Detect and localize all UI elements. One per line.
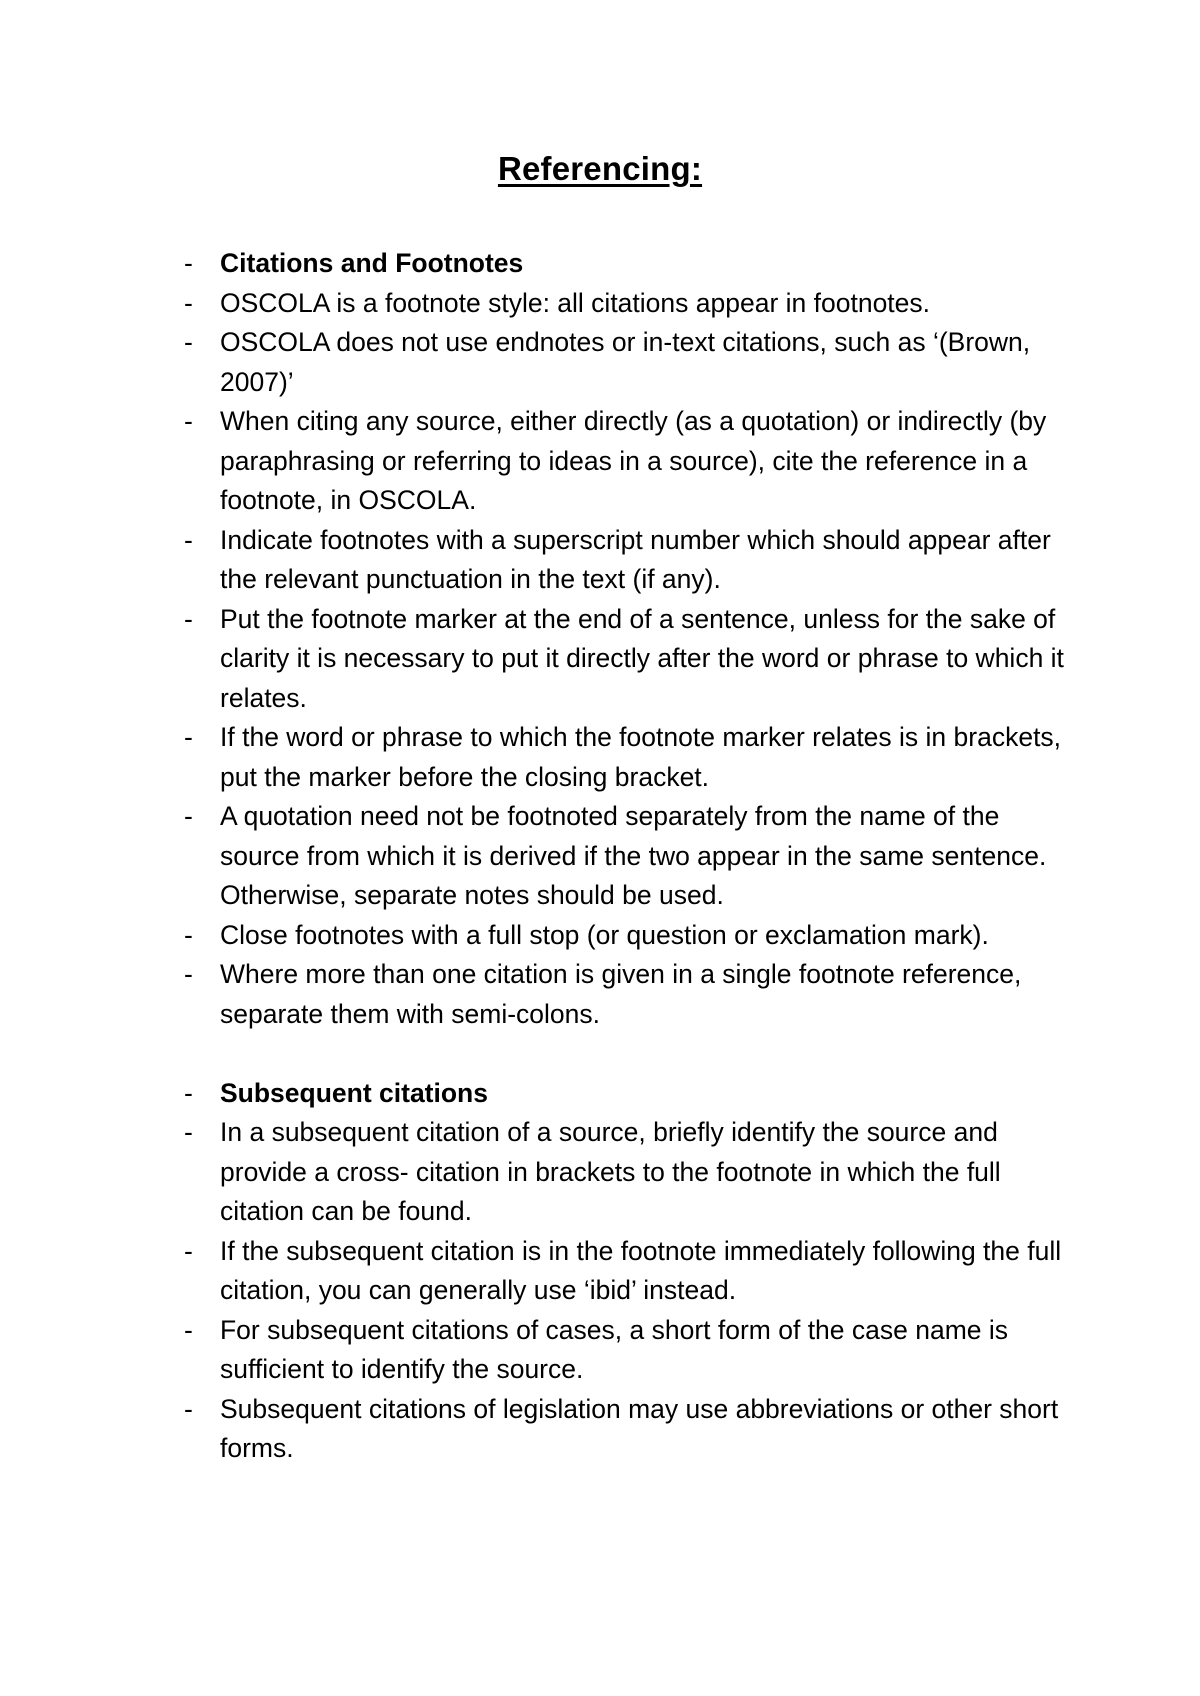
bullet-dash: - [184, 1077, 193, 1108]
bullet-dash: - [184, 919, 193, 950]
bullet-dash: - [184, 406, 193, 436]
page-title: Referencing: [497, 150, 703, 187]
list-item [184, 1311, 1084, 1390]
bullet-dash: - [184, 603, 193, 634]
list-item [184, 402, 1084, 521]
list-item [184, 1113, 1084, 1232]
list-item [184, 323, 1084, 402]
section-heading-subsequent-citations [184, 1074, 1084, 1114]
section-heading-text: Citations and Footnotes [220, 248, 524, 278]
list-item-text: In a subsequent citation of a source, briefly identify the source and provide a cross- citation in brackets to the footnote in which the full citation can be found. [220, 1117, 1001, 1226]
list-item-text: A quotation need not be footnoted separately from the name of the source from which it is derived if the two appear in the same sentence. Otherwise, separate notes should be used. [220, 801, 1047, 910]
list-item [184, 521, 1084, 600]
list-item [184, 1390, 1084, 1469]
bullet-dash: - [184, 327, 193, 357]
list-item [184, 916, 1084, 956]
section-heading-text: Subsequent citations [220, 1077, 488, 1108]
list-item [184, 797, 1084, 916]
bullet-dash: - [184, 722, 193, 752]
bullet-dash: - [184, 1314, 193, 1345]
list-item [184, 600, 1084, 719]
bullet-dash: - [184, 1393, 193, 1424]
list-item-text: Put the footnote marker at the end of a sentence, unless for the sake of clarity it is necessary to put it directly after the word or phrase to which it relates. [220, 603, 1064, 713]
list-item-text: OSCOLA does not use endnotes or in-text citations, such as ‘(Brown, 2007)’ [220, 327, 1031, 397]
list-item-text: When citing any source, either directly (as a quotation) or indirectly (by paraphrasing or referring to ideas in a source), cite the reference in a footnote, in OSCOLA. [220, 406, 1047, 515]
list-item [184, 955, 1084, 1034]
section-spacer [184, 1034, 1084, 1074]
list-item-text: Indicate footnotes with a superscript number which should appear after the relevant punctuation in the text (if any). [220, 524, 1051, 594]
list-item-text: For subsequent citations of cases, a short form of the case name is sufficient to identify the source. [220, 1314, 1009, 1384]
referencing-list [184, 244, 1084, 1469]
bullet-dash: - [184, 801, 193, 831]
bullet-dash: - [184, 248, 193, 278]
list-item-text: Where more than one citation is given in a single footnote reference, separate them with semi-colons. [220, 959, 1022, 1029]
bullet-dash: - [184, 1117, 193, 1147]
list-item-text: Subsequent citations of legislation may use abbreviations or other short forms. [220, 1393, 1059, 1463]
bullet-dash: - [184, 1235, 193, 1266]
list-item-text: If the word or phrase to which the footnote marker relates is in brackets, put the marker before the closing bracket. [220, 722, 1062, 792]
list-item-text: If the subsequent citation is in the footnote immediately following the full citation, you can generally use ‘ibid’ instead. [220, 1235, 1062, 1305]
list-item-text: Close footnotes with a full stop (or question or exclamation mark). [220, 919, 989, 950]
bullet-dash: - [184, 524, 193, 555]
list-item-text: OSCOLA is a footnote style: all citations appear in footnotes. [220, 287, 931, 318]
list-item [184, 718, 1084, 797]
section-heading-citations-footnotes [184, 244, 1084, 284]
bullet-dash: - [184, 287, 193, 318]
list-item [184, 284, 1084, 324]
list-item [184, 1232, 1084, 1311]
bullet-dash: - [184, 959, 193, 989]
